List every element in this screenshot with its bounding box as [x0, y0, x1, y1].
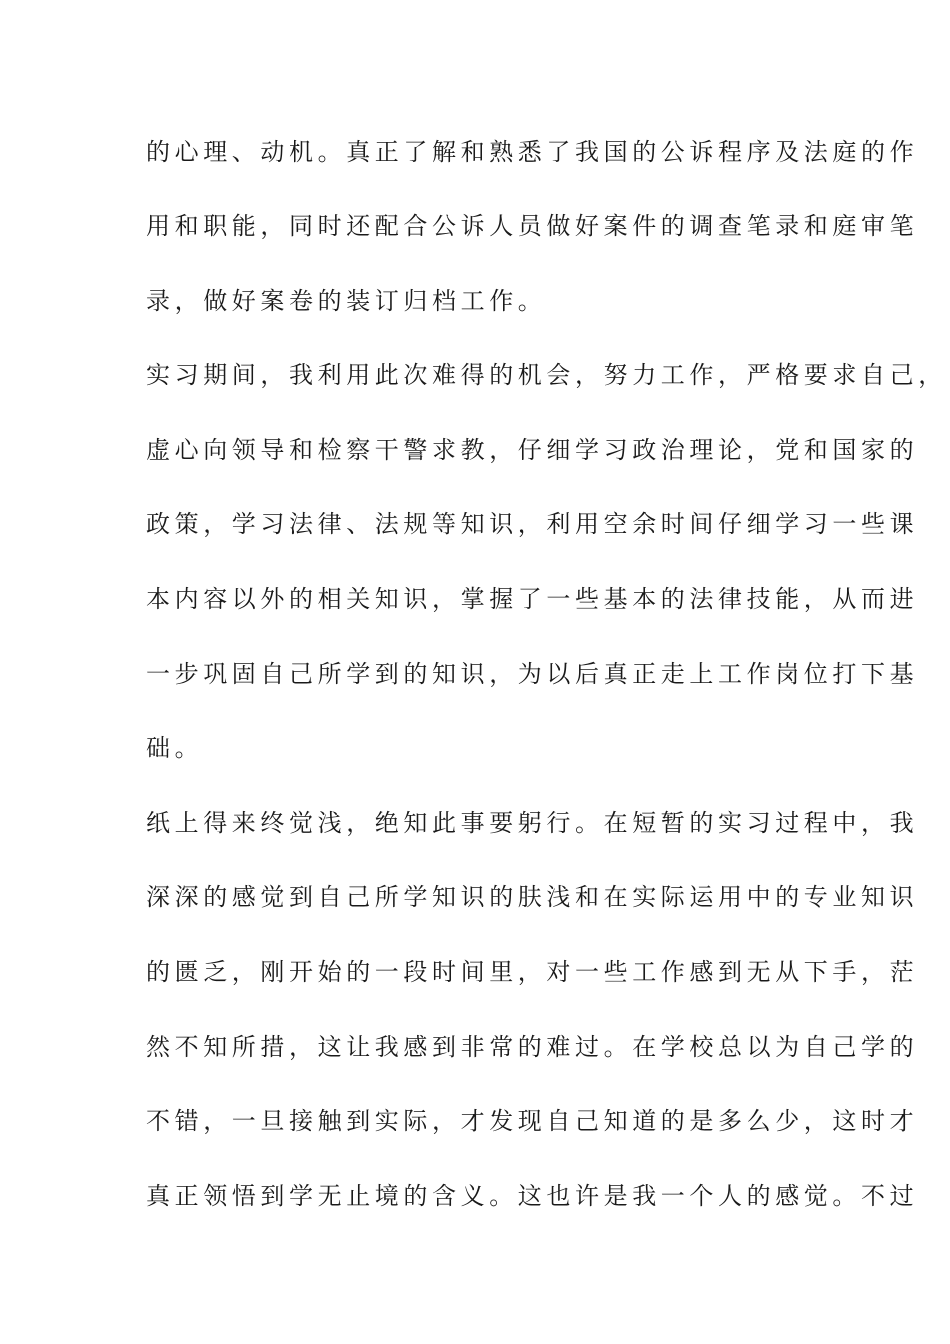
text-line-4: 实习期间，我利用此次难得的机会，努力工作，严格要求自己，: [146, 361, 947, 389]
text-line-8: 一步巩固自己所学到的知识，为以后真正走上工作岗位打下基: [146, 660, 919, 688]
text-line-11: 深深的感觉到自己所学知识的肤浅和在实际运用中的专业知识: [146, 883, 919, 911]
text-line-6: 政策，学习法律、法规等知识，利用空余时间仔细学习一些课: [146, 510, 919, 538]
text-line-14: 不错，一旦接触到实际，才发现自己知道的是多么少，这时才: [146, 1107, 919, 1135]
text-line-15: 真正领悟到学无止境的含义。这也许是我一个人的感觉。不过: [146, 1182, 919, 1210]
text-line-2: 用和职能，同时还配合公诉人员做好案件的调查笔录和庭审笔: [146, 212, 919, 240]
text-line-13: 然不知所措，这让我感到非常的难过。在学校总以为自己学的: [146, 1033, 919, 1061]
text-line-5: 虚心向领导和检察干警求教，仔细学习政治理论，党和国家的: [146, 436, 919, 464]
text-line-12: 的匮乏，刚开始的一段时间里，对一些工作感到无从下手，茫: [146, 958, 919, 986]
text-line-3: 录，做好案卷的装订归档工作。: [146, 287, 547, 315]
text-line-10: 纸上得来终觉浅，绝知此事要躬行。在短暂的实习过程中，我: [146, 809, 919, 837]
text-line-1: 的心理、动机。真正了解和熟悉了我国的公诉程序及法庭的作: [146, 138, 919, 166]
text-line-7: 本内容以外的相关知识，掌握了一些基本的法律技能，从而进: [146, 585, 919, 613]
text-line-9: 础。: [146, 734, 204, 762]
